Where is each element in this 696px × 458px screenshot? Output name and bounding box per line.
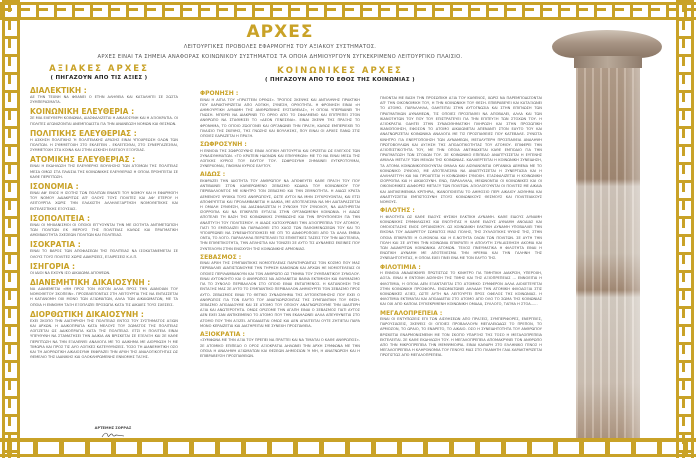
social-principles-heading: ΚΟΙΝΩΝΙΚΕΣ ΑΡΧΕΣ xyxy=(277,66,403,76)
section-aidos xyxy=(200,171,360,251)
section-body: Η ΑΣΚΗΣΗ ΠΟΛΙΤΙΚΗΣ Ή ΠΟΛΙΤΕΙΑΚΗΣ ΔΡΑΣΗΣ ΕΙΝΑΙ ΥΠΟΧΡΕΩΣΗ ΟΛΩΝ ΤΩΝ ΠΟΛΙΤΩΝ. Η ΣΥΜΜΕΤΟΧΗ ΣΤΟ ΕΚΛΕΓΕΙΝ - ΕΚΛΕΓΕΣΘΑΙ, ΣΤΟ ΣΥΝΕΡΓΑΖΕΣΘΑΙ, ΣΥΜΜΕΤΟΧΗ ΣΤΑ ΚΟΙΝΑ ΚΑΙ ΣΤΗΝ ΑΣΚΗΣΗ ΕΛΕΓΧΟΥ ΕΞΟΥΣΙΑΣ. xyxy=(30,137,178,153)
section-isigoria xyxy=(30,262,178,276)
section-body: ΕΙΝΑΙ ΑΦ' ΕΝΟΣ Η ΙΣΟΤΗΣ ΤΩΝ ΠΟΛΙΤΩΝ ΕΝΑΝΤΙ ΤΟΥ ΝΟΜΟΥ ΚΑΙ Η ΕΦΑΡΜΟΓΗ ΤΟΥ ΝΟΜΟΥ ΑΔΙΑΚΡΙΤΩΣ ΑΠ' ΟΛΟΥΣ ΤΟΥΣ ΠΟΛΙΤΕΣ ΚΑΙ ΑΦ' ΕΤΕΡΟΥ Η ΛΕΙΤΟΥΡΓΙΑ ΧΩΡΙΣ ΤΗΝ ΕΛΑΧΙΣΤΗ ΑΛΛΗΛΕΞΑΡΤΗΣΗ ΝΟΜΟΘΕΤΙΚΗΣ ΚΑΙ ΕΚΤΕΛΕΣΤΙΚΗΣ ΕΞΟΥΣΙΑΣ. xyxy=(30,191,178,211)
social-principles-left-column xyxy=(200,88,360,359)
section-body: Η ΕΝΝΟΙΑ ΑΝΑΔΕΙΚΝΥΕΙ ΠΡΩΤΙΣΤΩΣ ΤΟ ΚΙΝΗΤΡΟ ΓΙΑ ΤΙΜΗΤΙΚΗ ΔΙΑΚΡΙΣΗ, ΥΠΕΡΟΧΗ, ΔΟΞΑ. ΕΙΝΑΙ Η ΕΝΤΟΝΗ ΑΙΣΘΗΣΗ ΤΗΣ ΤΙΜΗΣ ΚΑΙ ΤΗΣ ΑΞΙΟΠΡΕΠΕΙΑΣ ... ΕΝΝΟΕΙΤΑΙ Η ΦΙΛΟΤΙΜΙΑ, Η ΟΠΟΙΑ ΔΕΝ ΕΞΑΝΤΛΕΙΤΑΙ ΣΤΟ ΑΤΟΜΙΚΟ ΣΥΜΦΕΡΟΝ ΑΛΛΑ ΔΙΟΧΕΤΕΥΕΤΑΙ ΣΤΗΝ ΚΟΙΝΩΝΙΚΗ ΠΡΟΣΦΟΡΑ. ΕΝΣΩΜΑΤΩΝΕΙ ΔΗΛΑΔΗ ΤΗΝ ΑΤΟΜΙΚΗ ΦΙΛΟΔΟΞΙΑ ΣΤΙΣ ΚΟΙΝΩΝΙΚΕΣ ΑΞΙΕΣ, ΩΣΤΕ ΑΥΤΗ ΝΑ ΛΕΙΤΟΥΡΓΕΙ ΠΡΟΣ ΟΦΕΛΟΣ ΤΗΣ ΚΟΙΝΩΝΙΑΣ. Η ΦΙΛΟΤΙΜΙΑ ΕΚΤΙΜΑΤΑΙ ΚΑΙ ΑΠΟΔΙΔΕΤΑΙ ΣΤΟ ΑΤΟΜΟ ΑΠΟ ΟΛΟ ΤΟ ΣΩΜΑ ΤΗΣ ΚΟΙΝΩΝΙΑΣ ΚΑΙ ΟΧΙ ΑΠΟ ΚΑΠΟΙΑ ΣΥΓΚΕΚΡΙΜΕΝΗ ΚΟΙΝΩΝΙΚΗ ΟΜΑΔΑ, ΣΥΛΛΟΓΟ, ΤΑΓΜΑ Η ΣΤΟΑ...... xyxy=(380,271,542,307)
section-body: ΕΙΝΑΙ Η ΑΙΤΙΑ ΤΟΥ «ΠΡΑΤΤΕΙΝ ΟΡΘΩΣ». ΤΡΟΠΟΣ ΣΚΕΨΗΣ ΚΑΙ ΑΝΤΙΛΗΨΗΣ ΠΡΑΚΤΙΚΗ ΠΟΥ ΧΑΡΑΚΤΗΡΙΖΕΤΑΙ ΑΠΟ ΛΟΓΙΚΗ, ΣΥΝΕΣΗ, ΟΡΘΟΤΗΤΑ. Η ΦΡΟΝΗΣΗ ΕΙΝΑΙ «Η ΔΗΜΙΟΥΡΓΙΚΗ ΔΥΝΑΜΗ ΤΗΣ ΑΝΘΡΩΠΙΝΗΣ ΕΥΣΤΑΘΕΙΑΣ», Η ΟΠΟΙΑ ΥΠΕΡΒΑΙΝΕΙ ΤΗ ΓΝΩΣΗ. ΜΠΟΡΕΙ ΝΑ ΔΙΑΚΡΙΝΕΙ ΤΟ ΟΡΘΟ ΑΠΟ ΤΟ ΣΦΑΛΜΕΝΟ ΚΑΙ ΕΠΙΤΡΕΠΕΙ ΣΤΟΝ ΑΝΘΡΩΠΟ ΝΑ ΣΤΑΘΜΙΣΕΙ ΤΟ «ΔΕΟΝ ΓΕΝΕΣΘΑΙ». ΕΙΝΑΙ ΣΚΕΨΗ ΤΗΣ ΠΡΑΞΗΣ ΤΟ ΦΡΟΝΗΜΑ, ΤΟ ΟΠΟΙΟ ΖΩΟΓΟΝΕΙ ΚΑΙ ΟΡΓΑΝΩΝΕΙ ΤΗΝ ΠΡΑΞΗ, ΚΑΘΩΣ ΕΜΠΕΡΙΕΧΕΙ ΤΟ ΠΛΑΙΣΙΟ ΤΗΣ ΣΚΕΨΗΣ, ΤΗΣ ΓΝΩΣΗΣ ΚΑΙ ΒΟΥΛΗΣΗΣ, ΠΟΥ ΕΙΝΑΙ ΟΙ ΑΡΧΕΣ ΠΑΝΩ ΣΤΙΣ ΟΠΟΙΕΣ ΕΔΡΑΖΕΤΑΙ Η ΠΡΑΞΗ. xyxy=(200,97,360,138)
section-axiokratia-continued xyxy=(380,96,542,205)
section-title: ΦΙΛΟΤΙΜΙΑ : xyxy=(380,263,421,271)
section-title: ΑΤΟΜΙΚΗΣ ΕΛΕΥΘΕΡΙΑΣ : xyxy=(30,155,136,165)
section-isokratia xyxy=(30,240,178,259)
signature-name: ΑΡΤΕΜΗΣ ΣΟΡΡΑΣ xyxy=(94,426,132,430)
section-title: ΦΙΛΟΤΗΣ : xyxy=(380,207,415,215)
greek-key-border-bottom xyxy=(0,436,696,458)
greek-key-border-right xyxy=(674,0,696,458)
section-body: Η ΦΙΛΟΤΗΤΑ ΩΣ ΚΑΘΕ ΕΙΔΟΥΣ ΦΥΣΙΚΗ ΕΛΚΤΙΚΗ ΔΥΝΑΜΗ. ΚΑΘΕ ΕΙΔΟΥΣ ΔΥΝΑΜΗ ΚΟΙΝΩΝΙΚΗΣ ΣΥΜΦΙΛΙΩΣΗΣ ΚΑΙ ΕΝΟΤΗΤΑΣ Η ΚΑΘΕ ΕΙΔΟΥΣ ΔΥΝΑΜΗ ΑΝΟΔΙΑΣ ΚΑΙ ΟΜΟΙΟΣΤΑΣΗΣ ΕΝΟΣ ΟΡΓΑΝΙΣΜΟΥ. ΩΣ ΚΟΙΝΩΝΙΚΗ ΕΛΚΤΙΚΗ ΔΥΝΑΜΗ ΥΠΟΒΑΛΛΕΙ ΤΗΝ ΕΙΚΟΝΑ ΤΟΥ ΑΔΙΑΙΡΕΤΟΥ ΣΩΜΑΤΟΣ ΜΙΑΣ ΠΟΛΗΣ, ΤΗΣ ΣΥΛΛΟΓΙΚΗΣ ΨΥΧΗΣ ΤΗΣ, ΣΤΗΝ ΟΠΟΙΑ ΕΠΙΚΡΑΤΕΙ Η Ο-ΜΟΝΟΙΑ ΚΑΙ Η Ε-ΝΟΤΗΤΑ ΟΛΩΝ ΤΩΝ ΠΟΛΙΤΩΝ. ΣΕ ΑΥΤΗ ΤΗΝ ΠΟΛΗ ΚΑΙ ΣΕ ΑΥΤΗΝ ΤΗΝ ΚΟΙΝΩΝΙΑ ΕΠΙΚΡΑΤΕΙ Η ΑΠΟΛΥΤΗ ΣΥΝ-ΑΙΣΘΗΣΗ ΑΚΟΜΑ ΚΑΙ ΤΩΝ ΑΔΙΑΚΡΙΤΩΝ ΚΟΙΝΩΝΙΚΑ ΑΤΟΜΩΝ. ΤΕΛΟΣ ΠΝΕΥΜΑΤΙΚΑ Η ΦΙΛΟΤΗΤΑ ΕΙΝΑΙ Η ΕΝΩΤΙΚΗ ΔΥΝΑΜΗ ΜΕ ΑΠΟΤΕΛΕΣΜΑ ΤΗΝ ΗΡΕΜΙΑ ΚΑΙ ΤΗΝ ΓΑΛΗΝΗ ΤΗΣ ΣΥΝΕΙΔΗΤΟΤΗΤΑΣ, Η ΟΠΟΙΑ ΕΧΕΙ ΓΙΝΕΙ ΕΝΑ ΜΕ ΤΟΝ ΕΑΥΤΟ ΤΗΣ. xyxy=(380,214,542,261)
value-principles-subheading: ( ΠΗΓΑΖΟΥΝ ΑΠΟ ΤΙΣ ΑΞΙΕΣ ) xyxy=(50,75,148,81)
section-dialektiki xyxy=(30,86,178,105)
section-body: ΕΙΝΑΙ Η ΕΚΔΗΛΩΣΗ ΤΗΣ ΕΛΕΥΘΕΡΗΣ ΒΟΥΛΗΣΗΣ ΤΩΝ ΑΤΟΜΩΝ ΤΗΣ ΠΟΛΙΤΕΙΑΣ ΜΕΣΑ ΟΜΩΣ ΣΤΑ ΠΛΑΙΣΙΑ ΤΗΣ ΚΟΙΝΩΝΙΚΗΣ ΕΛΕΥΘΕΡΙΑΣ Η ΟΠΟΙΑ ΠΡΟΗΓΕΙΤΑΙ ΣΕ ΚΑΘΕ ΠΕΡΙΠΤΩΣΗ. xyxy=(30,164,178,179)
section-isonomia xyxy=(30,182,178,212)
section-sofrosyni xyxy=(200,141,360,169)
greek-key-border-left xyxy=(0,0,22,458)
section-title: ΔΙΑΝΕΜΗΤΙΚΗ ΔΙΚΑΙΟΣΥΝΗ : xyxy=(30,278,151,288)
section-filotimia xyxy=(380,264,542,308)
section-body: ΕΙΝΑΙ ΤΟ ΒΑΡΟΣ ΤΩΝ ΑΠΟΦΑΣΕΩΝ ΤΗΣ ΠΟΛΙΤΕΙΑΣ ΝΑ ΙΣΟΚΑΤΑΝΕΜΕΤΑΙ ΣΕ ΟΛΟΥΣ ΤΟΥΣ ΠΟΛΙΤΕΣ ΧΩΡΙΣ ΔΙΑΚΡΙΣΕΙΣ, ΕΞΑΙΡΕΣΕΙΣ Κ.Λ.Π. xyxy=(30,249,178,259)
section-politikis-eleftherias xyxy=(30,129,178,154)
section-title: ΙΣΟΝΟΜΙΑ : xyxy=(30,182,79,192)
greek-key-border-top xyxy=(0,0,696,22)
section-sevasmos xyxy=(200,254,360,329)
social-principles-subheading: ( ΠΗΓΑΖΟΥΝ ΑΠΟ ΤΟ ΕΘΟΣ ΤΗΣ ΚΟΙΝΩΝΙΑΣ ) xyxy=(265,77,415,83)
section-megaloprepeia xyxy=(380,310,542,359)
section-title: ΦΡΟΝΗΣΗ : xyxy=(200,90,239,97)
section-body: ΕΙΝΑΙ ΟΙ ΜΗΧΑΝΙΣΜΟΙ ΟΙ ΟΠΟΙΟΙ ΕΓΓΥΟΥΝΤΑΙ ΤΗΝ ΜΕ ΙΣΟΤΗΤΑ ΑΝΤΙΜΕΤΩΠΙΣΗ ΤΩΝ ΠΟΛΙΤΩΝ ΕΚ ΜΕΡΟΥΣ ΤΗΣ ΠΟΛΙΤΕΙΑΣ ΚΑΘΩΣ ΚΑΙ ΠΡΑΓΜΑΤΙΚΗ ΑΜΟΙΒΑΙΟΤΗΤΑ ΣΧΕΣΕΩΝ ΠΟΛΙΤΩΝ ΚΑΙ ΠΟΛΙΤΕΙΑΣ. xyxy=(30,222,178,238)
section-filotis xyxy=(380,207,542,261)
column-capital xyxy=(552,30,662,58)
section-title: ΠΟΛΙΤΙΚΗΣ ΕΛΕΥΘΕΡΙΑΣ : xyxy=(30,128,137,138)
section-body: ΔΕ ΤΗΝ ΤΕΧΝΗ ΝΑ ΦΘΑΝΕΙ Ο ΕΤΗΝ ΑΛΗΘΕΙΑ ΚΑΙ ΚΑΤΑΛΗΓΕΙ ΣΕ ΣΩΣΤΑ ΣΥΜΠΕΡΑΣΜΑΤΑ. xyxy=(30,95,178,105)
section-dianemitiki-dikaiosyni xyxy=(30,278,178,308)
page-title: ΑΡΧΕΣ xyxy=(246,22,314,42)
section-title: ΣΕΒΑΣΜΟΣ : xyxy=(200,253,242,261)
column-shaft xyxy=(576,68,640,438)
signature-scribble-icon xyxy=(100,431,126,439)
section-title: ΜΕΓΑΛΟΠΡΕΠΕΙΑ : xyxy=(380,309,443,317)
section-title: ΑΞΙΟΚΡΑΤΙΑ : xyxy=(200,330,245,338)
section-body: ΟΙ ΙΔΙΟΙ ΝΑ ΕΧΟΥΝ ΙΣΟ ΔΙΚΑΙΩΜΑ ΑΠΟΨΕΩΝ. xyxy=(30,270,111,275)
section-body: ΕΚΦΡΑΖΕΙ ΤΗΝ ΙΔΙΟΤΗΤΑ ΤΟΥ ΑΝΘΡΩΠΟΥ ΝΑ ΑΠΟΦΕΥΓΕΙ ΚΑΘΕ ΠΡΑΞΗ ΤΟΥ ΠΟΥ ΑΝΤΙΒΑΙΝΕΙ ΣΤΟΝ ΚΑΘΙΕΡΩΜΕΝΟ ΣΕΒΑΣΜΟ ΚΩΔΙΚΑ ΤΟΥ ΚΟΙΝΩΝΙΚΟΥ ΤΟΥ ΠΕΡΙΒΑΛΛΟΝΤΟΣ ΜΕ ΚΙΝΗΤΡΟ ΤΟΝ ΣΕΒΑΣΜΟ ΚΑΙ ΤΗΝ ΣΕΜΝΟΤΗΤΑ. Η ΑΙΔΩΣ ΚΡΑΤΑ ΔΕΜΕΝΟΥΣ ΨΥΧΙΚΑ ΤΟΥΣ ΑΝΘΡΩΠΟΥΣ, ΩΣΤΕ ΑΥΤΟΙ ΝΑ ΜΗΝ ΣΥΓΚΡΟΥΟΝΤΑΙ, ΚΑΙ ΕΤΣΙ ΑΠΟΦΕΥΓΕΤΑΙ ΚΑΙ ΠΡΟΛΑΜΒΑΝΕΤΑΙ Η ΑΔΙΚΙΑ, ΜΕ ΑΠΟΤΕΛΕΣΜΑ ΝΑ ΜΗ ΔΙΑΤΑΡΑΣΣΕΤΑΙ Η ΟΜΑΛΗ ΣΥΝΘΕΣΗ, ΝΑ ΔΙΑΣΦΑΛΙΖΕΤΑΙ Η ΣΥΝΟΧΗ ΤΟΥ ΣΥΝΟΛΟΥ, ΝΑ ΔΙΑΤΗΡΕΙΤΑΙ ΙΣΟΡΡΟΠΙΑ ΚΑΙ ΝΑ ΕΠΙΚΡΑΤΕΙ ΕΥΤΑΞΙΑ ΣΤΗΝ ΟΡΓΑΝΩΜΕΝΗ ΚΟΙΝΩΝΙΑ. Η ΑΙΔΩΣ ΑΠΟΤΕΛΕΙ ΤΗ ΒΑΣΗ ΤΗΣ ΚΟΙΝΩΝΙΚΗΣ ΣΥΜΒΙΩΣΗΣ ΚΑΙ ΤΗΝ ΠΡΟΥΠΟΘΕΣΗ ΓΙΑ ΤΗΝ ΑΝΑΠΤΥΞΗ ΤΟΥ ΠΟΛΙΤΙΣΜΟΥ. Η ΑΙΔΩΣ ΚΑΤΟΧΥΡΩΝΕΙ ΤΗΝ ΑΞΙΟΠΡΕΠΕΙΑ ΤΟΥ ΑΤΟΜΟΥ, ΓΙΑΤΙ ΤΟ ΕΜΠΟΔΙΖΕΙ ΝΑ ΠΑΡΑΔΟΘΕΙ ΣΤΟ ΧΑΟΣ ΤΩΝ ΠΑΘΟΜΕΝΩΣΕΩΝ ΤΟΥ ΚΑΙ ΤΟ ΥΠΟΧΡΕΩΝΕΙ ΝΑ ΣΥΝΕΙΔΗΤΟΠΟΙΗΣΕΙ ΜΕ ΟΤΙ ΤΟ ΔΙΑΦΟΡΟΠΟΙΕΙ ΑΠΟ ΤΑ ΑΛΛΑ ΕΜΒΙΑ ΟΝΤΑ, ΤΟ ΛΟΓΟ. ΠΑΡΑΛΛΗΛΑ ΠΕΡΙΣΤΕΛΛΕΙ ΤΙΣ ΕΠΙΘΕΤΙΚΕΣ ΤΑΣΕΙΣ ΤΟΥ ΤΗΝ ΙΔΙΟΤΕΛΕΙΑ, ΤΗΝ ΕΠΙΘΕΤΙΚΟΤΗΤΑ, ΤΗΝ ΑΠΛΗΣΤΙΑ ΚΑΙ ΤΟΝΙΖΕΙ ΣΕ ΑΥΤΟ ΤΙΣ ΔΥΝΑΜΕΙΣ ΕΚΕΙΝΕΣ ΠΟΥ ΣΥΝΤΕΛΟΥΝ ΣΤΗΝ ΕΝΙΣΧΥΣΗ ΤΗΣ ΚΟΙΝΩΝΙΚΗΣ ΑΡΜΟΝΙΑΣ. xyxy=(200,178,360,251)
section-body: ΕΧΕΙ ΣΚΟΠΟ ΤΗΝ ΔΙΑΤΗΡΗΣΗ ΤΗΣ ΠΟΛΙΤΕΙΑΣ ΕΝΤΟΣ ΤΟΥ ΣΥΣΤΗΜΑΤΟΣ ΑΞΙΩΝ ΚΑΙ ΑΡΧΩΝ. Η ΑΔΙΚΟΠΡΑΓΙΑ ΚΑΤΑ ΜΕΛΟΥΣ ΤΟΥ ΣΩΜΑΤΟΣ ΤΗΣ ΠΟΛΙΤΕΙΑΣ ΛΟΓΙΖΕΤΑΙ ΩΣ ΑΔΙΚΟΠΡΑΓΙΑ ΚΑΤΑ ΤΗΣ ΠΟΛΙΤΕΙΑΣ. ΕΤΣΙ Η ΠΟΛΙΤΕΙΑ ΕΙΝΑΙ ΥΠΕΥΘΥΝΗ ΝΑ ΣΤΑΜΑΤΗΣΕΙ ΤΗΝ ΑΔΙΚΙΑ ΑΝ ΒΡΙΣΚΕΤΑΙ ΣΕ ΕΞΕΛΙΞΗ ΚΑΙ ΣΕ ΚΑΘΕ ΠΕΡΙΠΤΩΣΗ ΝΑ ΤΗΝ ΕΞΑΛΕΙΨΕΙ ΑΝΑΛΟΓΑ ΜΕ ΤΟ ΑΔΙΚΗΜΑ ΜΕ ΔΙΟΡΘΩΣΗ Ή ΜΕ ΤΙΜΩΡΙΑ ΚΑΙ ΠΡΟΣ ΤΙΣ ΔΥΟ ΛΟΓΙΚΕΣ ΚΑΤΕΥΘΥΝΣΕΙΣ. ΤΟΣΟ ΤΗ ΔΙΑΝΕΜΗΤΙΚΗ ΟΣΟ ΚΑΙ ΤΗ ΔΙΟΡΘΩΤΙΚΗ ΔΙΚΑΙΟΣΥΝΗ ΕΚΦΡΑΖΕΙ ΤΗΝ ΑΡΧΗ ΤΗΣ ΑΝΑΛΟΓΙΚΟΤΗΤΑΣ ΩΣ ΘΕΜΕΛΙΟ ΤΗΣ ΙΔΑΝΙΚΗΣ ΚΑΙ ΟΛΟΚΛΗΡΩΜΕΝΗΣ ΕΝΝΟΜΗΣ ΤΑΞΗΣ. xyxy=(30,318,178,360)
section-koinoniki-eleftheria xyxy=(30,107,178,126)
section-title: ΙΣΟΠΟΛΙΤΕΙΑ : xyxy=(30,213,90,223)
section-axiokratia xyxy=(200,331,360,359)
section-body: Η ΕΝΝΟΙΑ ΤΗΣ ΣΩΦΡΟΣΥΝΗΣ ΕΙΝΑΙ ΛΟΓΙΚΗ ΛΕΙΤΟΥΡΓΙΑ ΚΑΙ ΟΡΙΖΕΤΑΙ ΩΣ ΕΛΕΓΧΟΣ ΤΩΝ ΣΥΝΑΙΣΘΗΜΑΤΩΝ. «ΤΟ ΚΡΑΤΕΙΝ ΗΔΟΝΩΝ ΚΑΙ ΕΠΙΘΥΜΙΩΝ» ΜΕ ΤΟ ΝΑ ΕΙΝΑΙ ΜΕΣΑ ΤΗΣ ΛΟΓΙΚΗΣ ΚΥΡΙΟΣ ΤΟΥ ΕΑΥΤΟΥ ΤΟΥ. ΣΩΦΡΟΣΥΝΗ ΣΗΜΑΙΝΕΙ ΕΥΓΚΡΟΤΟΥΜΑΙ, ΣΥΝΕΡΧΟΜΑΙ, ΓΙΝΟΜΑΙ ΚΥΡΙΟΣ ΕΑΥΤΟΥ. xyxy=(200,148,360,169)
value-principles-heading: ΑΞΙΑΚΕΣ ΑΡΧΕΣ xyxy=(49,64,149,74)
section-title: ΔΙΑΛΕΚΤΙΚΗ : xyxy=(30,86,87,95)
section-body: ΓΙΝΟΝΤΑΙ ΜΕ ΒΑΣΗ ΤΗΝ ΠΡΟΣΩΠΙΚΗ ΑΞΙΑ ΤΟΥ ΚΑΘΕΝΟΣ, ΧΩΡΙΣ ΝΑ ΠΑΡΕΜΠΟΔΙΖΟΝΤΑΙ ΑΠ' ΤΗΝ ΟΙΚΟΝΟΜΙΚΗ ΤΟΥ, Η ΤΗΝ ΚΟΙΝΩΝΙΚΗ ΤΟΥ ΘΕΣΗ. ΕΠΙΒΡΑΒΕΥΕΙ ΚΑΙ ΚΑΤΑΞΙΩΝΕΙ ΤΟ ΑΤΟΜΟ. ΠΑΡΑΛΛΗΛΑ, ΟΔΗΓΕΙΤΑΙ ΣΤΗΝ ΑΥΤΟΓΝΩΣΙΑ ΚΑΙ ΣΤΗΝ ΕΠΙΓΝΩΣΗ ΤΩΝ ΠΡΑΓΜΑΤΙΚΩΝ ΔΥΝΑΜΕΩΝ, ΤΙΣ ΟΠΟΙΕΣ ΠΡΟΣΠΑΘΕΙ ΝΑ ΑΠΟΒΑΛΕΙ, ΑΛΛΑ ΚΑΙ ΤΩΝ ΙΚΑΝΟΤΗΤΩΝ ΤΟΥ ΠΟΥ ΤΟΥ ΕΠΙΣΤΡΑΤΕΥΕΙ ΓΙΑ ΤΗΝ ΕΠΙΤΕΥΞΗ ΤΩΝ ΣΤΟΧΩΝ ΤΟΥ. Η ΑΞΙΟΚΡΑΤΙΑ ΟΔΗΓΕΙ ΣΤΗΝ ΣΥΝΑΙΣΘΗΜΑΤΙΚΗ ΠΛΗΡΩΣΗ ΚΑΙ ΣΤΗΝ ΠΡΟΣΩΠΙΚΗ ΙΚΑΝΟΠΟΙΗΣΗ, ΕΦΟΣΟΝ ΤΟ ΑΤΟΜΟ ΔΙΚΑΙΩΝΕΤΑΙ ΑΠΕΝΑΝΤΙ ΣΤΟΝ ΕΑΥΤΟ ΤΟΥ ΚΑΙ ΑΝΑΓΝΩΡΙΖΕΤΑΙ ΚΟΙΝΩΝΙΚΑ ΑΝΑΛΟΓΑ ΜΕ ΤΙΣ ΠΡΟΣΠΑΘΕΙΕΣ ΠΟΥ ΚΑΤΕΒΑΛΕ. ΣΥΝΙΣΤΑ ΚΙΝΗΤΡΟ ΓΙΑ ΕΝΕΡΓΟΠΟΙΗΣΗ ΤΩΝ ΔΥΝΑΜΕΩΝ, ΜΕΓΑΛΥΤΕΡΗ ΠΡΟΣΠΑΘΕΙΑ ΑΝΑΛΗΨΗ ΠΡΩΤΟΒΟΥΛΙΩΝ ΚΑΙ ΑΥΞΗΣΗ ΤΗΣ ΑΠΟΔΟΤΙΚΟΤΗΤΑΣ ΤΟΥ ΑΤΟΜΟΥ. ΕΠΙΦΕΡΕΙ ΤΗΝ ΑΞΙΟΠΙΣΤΙΚΟΤΗΤΑ ΤΟΥ, ΜΕ ΤΗΝ ΟΠΟΙΑ ΑΝΤΙΜΑΧΕΤΑΙ ΚΑΘΕ ΕΜΠΟΔΙΟ ΓΙΑ ΤΗΝ ΠΡΑΓΜΑΤΩΣΗ ΤΩΝ ΣΤΟΧΩΝ ΤΟΥ. ΣΕ ΚΟΙΝΩΝΙΚΟ ΕΠΙΠΕΔΟ ΑΝΑΠΤΥΣΣΕΤΑΙ Η ΕΥΓΕΝΗΣ ΑΜΙΛΛΑ ΜΕΤΑΞΥ ΤΩΝ ΜΕΛΩΝ ΤΗΣ ΚΟΙΝΩΝΙΑΣ. ΚΑΛΛΙΕΡΓΕΙΤΑΙ Η ΚΟΙΝΩΝΙΚΗ ΣΥΝΕΙΔΗΣΗ, ΤΑ ΑΤΟΜΑ ΚΟΙΝΩΝΙΚΟΠΟΙΟΥΝΤΑΙ ΟΜΑΛΑ ΚΑΙ ΑΙΣΘΑΝΟΝΤΑΙ ΟΡΓΑΝΙΚΑ ΔΕΜΕΝΑ ΜΕ ΤΟ ΚΟΙΝΩΝΙΚΟ ΣΥΝΟΛΟ, ΜΕ ΑΠΟΤΕΛΕΣΜΑ ΝΑ ΑΝΑΠΤΥΣΣΕΤΑΙ Η ΣΥΝΕΡΓΑΣΙΑ ΚΑΙ Η ΑΛΛΗΛΕΓΓΥΗ ΚΑΙ ΝΑ ΠΡΟΑΓΕΤΑΙ Η ΚΟΙΝΩΝΙΚΗ ΣΥΝΟΧΗ. ΕΞΑΣΦΑΛΙΖΕΤΑΙ Η ΚΟΙΝΩΝΙΚΗ ΙΣΟΡΡΟΠΙΑ ΚΑΙ Η ΔΙΚΑΙΟΣΥΝΗ. ΕΝΩ, ΠΑΡΑΛΛΗΛΑ, ΜΕΙΩΝΟΝΤΑΙ ΟΙ ΚΟΙΝΩΝΙΚΕΣ ΚΑΙ ΟΙ ΟΙΚΟΝΟΜΙΚΕΣ ΔΙΑΦΟΡΕΣ ΜΕΤΑΞΥ ΤΩΝ ΠΟΛΙΤΩΝ. ΑΞΙΟΛΟΓΟΥΝΤΑΙ ΟΙ ΠΟΛΙΤΕΣ ΜΕ ΔΙΚΑΙΑ ΚΑΙ ΑΝΤΙΚΕΙΜΕΝΙΚΑ ΚΡΙΤΗΡΙΑ, ΙΚΑΝΟΠΟΙΕΙΤΑΙ ΤΟ ΔΗΜΟΣΙΟ ΠΕΡΙ ΔΙΚΑΙΟΥ ΑΙΣΘΗΜΑ ΚΑΙ ΑΝΑΠΤΥΣΣΕΤΑΙ ΕΜΠΙΣΤΟΣΥΝΗ ΣΤΟΥΣ ΚΟΙΝΩΝΙΚΟΥΣ ΘΕΣΜΟΥΣ ΚΑΙ ΠΟΛΙΤΕΙΑΚΟΥΣ ΝΟΜΟΥΣ. xyxy=(380,96,542,205)
column-necking xyxy=(574,56,642,68)
section-title: ΣΩΦΡΟΣΥΝΗ : xyxy=(200,141,247,149)
page-subtitle-2: ΑΡΧΕΣ ΕΙΝΑΙ ΤΑ ΣΗΜΕΙΑ ΑΝΑΦΟΡΑΣ ΚΟΙΝΩΝΙΚΟΥ ΣΥΣΤΗΜΑΤΟΣ ΤΑ ΟΠΟΙΑ ΔΗΜΙΟΥΡΓΟΥΝ ΣΥΓΚΕΚΡΙΜΕΝΟ ΛΕΙΤΟΥΡΓΙΚΟ ΠΛΑΙΣΙΟ. xyxy=(97,54,463,60)
section-body: ΣΕ ΜΙΑ ΕΛΕΥΘΕΡΗ ΚΟΙΝΩΝΙΑ, ΔΙΑΣΦΑΛΙΖΕΤΑΙ Η ΔΙΚΑΙΟΣΥΝΗ ΚΑΙ Η ΑΞΙΟΚΡΑΤΙΑ. ΟΙ ΠΟΛΙΤΕΣ ΑΓΩΝΙΖΟΝΤΑΙ ΑΝΕΜΠΟΔΙΣΤΑ ΓΙΑ ΤΗΝ ΑΝΑΝΕΩΣΗ ΝΟΜΩΝ ΚΑΙ ΘΕΣΜΩΝ. xyxy=(30,116,178,126)
section-isopoliteia xyxy=(30,214,178,239)
social-principles-right-column xyxy=(380,96,542,359)
value-principles-column xyxy=(30,84,178,361)
doric-column-image xyxy=(552,30,662,438)
section-atomikis-eleftherias xyxy=(30,155,178,180)
section-diorthotiki-dikaiosyni xyxy=(30,310,178,361)
page-subtitle-1: ΛΕΙΤΟΥΡΓΙΚΕΣ ΠΡΟΒΟΛΕΣ ΕΦΑΡΜΟΓΗΣ ΤΟΥ ΑΞΙΑΚΟΥ ΣΥΣΤΗΜΑΤΟΣ. xyxy=(183,44,377,50)
section-title: ΙΣΟΚΡΑΤΙΑ : xyxy=(30,240,81,250)
section-title: ΑΙΔΩΣ : xyxy=(200,171,226,179)
section-title: ΙΣΗΓΟΡΙΑ : xyxy=(30,261,76,271)
section-body: ΕΙΝΑΙ ΟΙ ΕΝΤΥΠΩΣΕΙΣ ΕΠΙ ΤΩΝ ΑΙΣΘΗΣΕΩΝ ΑΠΟ ΠΡΑΞΕΙΣ, ΣΥΜΠΕΡΙΦΟΡΕΣ, ΕΝΕΡΓΕΙΕΣ, ΠΑΡΟΥΣΙΑΣΕΙΣ, ΣΚΕΨΕΙΣ ΟΙ ΟΠΟΙΕΣ ΠΡΟΒΑΛΛΟΥΝ ΜΕΓΑΛΕΙΩΔΩΣ ΤΟ ΠΡΕΠΟΝ, ΤΟ ΑΡΜΟΖΟΝ, ΤΟ ΩΡΑΙΟ, ΤΟ ΕΝΑΡΕΤΟ, ΤΟ ΔΙΚΑΙΟ. ΟΣΟ Η ΣΥΝΕΙΔΗΤΟΤΗΤΑ ΤΟΥ ΑΝΘΡΩΠΟΥ ΒΡΙΣΚΕΤΑΙ ΕΝΑΡΜΟΝΙΣΜΕΝΗ ΜΕ ΤΟΝ ΣΚΟΠΟ ΥΠΑΡΞΗΣ ΤΗΣ ΤΟΣΟ Η ΜΕΓΑΛΟΠΡΕΠΕΙΑ ΕΚΤΕΛΕΙΤΑΙ. ΣΕ ΚΑΘΕ ΕΚΔΗΛΩΣΗ ΤΟΥ. Η ΜΕΓΑΛΟΠΡΕΠΕΙΑ ΑΠΟΜΑΚΡΥΝΕΙ ΤΟΝ ΑΝΘΡΩΠΟ ΑΠΟ ΤΗΝ ΜΙΚΡΟΠΡΕΠΕΙΑ ΤΗΝ ΜΕΜΨΙΜΟΙΡΙΑ. ΕΙΝΑΙ ΚΑΘΑΡΗ ΣΤΟ ΕΛΛΗΝΙΚΟ ΓΕΝΟΣ Η ΜΕΓΑΛΟΠΡΕΠΕΙΑ Η ΚΛΗΡΟΝΟΜΙΑ ΤΟΥ ΓΕΝΟΥΣ ΜΑΣ ΣΤΟ ΠΛΑΝΗΤΗ ΓΑΙΑ ΧΑΡΑΚΤΗΡΙΖΕΤΑΙ ΠΡΩΤΙΣΤΩΣ ΑΠΟ ΜΕΓΑΛΟΠΡΕΠΕΙΑ. xyxy=(380,317,542,358)
section-body: ΝΑ ΔΙΑΝΕΜΕΤΑΙ «ΜΗ ΠΡΟΣ ΤΟΝ ΛΟΓΟΝ ΑΛΛΑ ΠΡΟΣ ΤΗΝ ΔΙΑΝΟΙΑΝ ΤΟΥ ΝΟΜΟΘΕΤΟΥ ΣΚΟΠΕΙΝ». ΠΡΟΣΒΛΕΠΟΝΤΑΣ ΣΤΗ ΛΕΙΤΟΥΡΓΙΑ ΤΗΣ ΝΑ ΕΝΤΑΣΣΕΤΑΙ Η ΚΑΤΑΝΟΜΗ ΟΧΙ ΜΟΝΟ ΤΩΝ ΑΞΙΩΜΑΤΩΝ, ΑΛΛΑ ΤΩΝ ΔΙΚΑΙΩΜΑΤΩΝ, ΜΕ ΤΑ ΟΠΟΙΑ Η ΕΝΝΟΜΗ ΤΑΞΗ ΕΞΟΠΛΙΖΕΙ ΠΡΟΣΩΠΑ ΚΑΤΑ ΤΙΣ ΔΙΚΑΙΕΣ ΤΟΥΣ ΣΧΕΣΕΙΣ. xyxy=(30,287,178,307)
section-title: ΚΟΙΝΩΝΙΚΗ ΕΛΕΥΘΕΡΙΑ : xyxy=(30,107,135,117)
section-body: ΕΙΝΑΙ ΑΡΧΗ ΤΗΣ ΣΥΜΠΑΝΤΙΚΗΣ ΝΟΜΟΤΕΛΕΙΑΣ ΠΑΡΑΤΗΡΩΝΤΑΣ ΤΟΝ ΚΟΣΜΟ ΠΟΥ ΜΑΣ ΠΕΡΙΒΑΛΛΕΙ ΔΙΑΠΙΣΤΩΝΟΥΜΕ ΤΗΝ ΤΗΡΗΣΗ ΚΑΝΟΝΩΝ ΚΑΙ ΑΡΧΩΝ ΗΕ ΝΟΜΟΤΕΛΕΙΑΣ ΟΙ ΟΠΟΙΕΣ ΠΕΡΙΛΑΜΒΑΝΟΥΝ ΚΑΙ ΤΟΝ ΑΝΘΡΩΠΟ ΩΣ ΤΜΗΜΑ ΤΟΥ ΣΥΜΠΑΝΤΙΚΟΥ ΣΥΝΟΛΟΥ. ΕΙΝΑΙ ΑΥΤΟΝΟΗΤΟ ΚΑΙ Ο ΑΝΘΡΩΠΟΣ ΝΑ ΑΙΣΘΑΝΕΤΑΙ ΒΑΘΙΑ ΕΚΤΙΜΗΣΗ ΚΑΙ ΘΑΥΜΑΣΜΟ ΓΙΑ ΤΟ ΣΥΝΟΛΟ ΠΕΡΙΒΑΛΛΟΝ ΣΤΟ ΟΠΟΙΟ ΕΙΝΑΙ ΕΝΤΑΓΜΕΝΟΣ. Η ΚΑΤΑΝΟΗΣΗ ΤΗΣ ΕΝΤΑΞΗΣ ΜΑΣ ΣΕ ΑΥΤΟ ΤΟ ΣΥΜΠΑΝΤΙΚΟ ΠΕΡΙΒΑΛΛΟΝ ΔΗΜΙΟΥΡΓΕΙ ΤΟΝ ΣΕΒΑΣΜΟ ΠΡΟΣ ΑΥΤΟ. ΣΕΒΑΣΜΟΣ ΕΙΝΑΙ ΤΟ ΘΕΤΙΚΟ ΣΥΝΑΙΣΘΗΜΑ ΤΗΣ ΑΥΤΟΕΚΤΙΜΗΣΗΣ ΠΟΥ ΕΧΕΙ Ο ΑΝΘΡΩΠΟΣ ΓΙΑ ΤΟΝ ΕΑΥΤΟ ΤΟΥ ΑΝΑΓΝΩΡΙΖΟΝΤΑΣ ΤΗΣ ΣΥΜΠΑΝΤΙΚΗ ΤΟΥ ΘΕΣΗ. ΣΕΒΑΣΜΟ ΑΠΟΔΙΔΟΥΜΕ ΚΑΙ ΣΕ ΑΤΟΜΟ ΤΟΥ ΟΠΟΙΟΥ ΑΝΑΓΝΩΡΙΖΟΥΜΕ ΤΗΝ ΙΔΙΑΙΤΕΡΗ ΑΞΙΑ ΚΑΙ ΑΝΩΤΕΡΟΤΗΤΑ. ΟΜΩΣ ΟΡΙΖΟΜΕ ΤΗΝ ΑΓΑΠΗ ΕΙΝΑΙ Ο ΣΕΒΑΣΜΟΣ ΓΙΑΤΙ ΑΥΤΟΣ ΔΕΝ ΕΧΕΙ ΣΑΝ ΑΝΤΙΚΕΙΜΕΝΟ ΤΟ ΑΤΟΜΟ ΠΟΥ ΤΗΝ ΕΚΔΗΛΩΝΕΙ ΑΛΛΑ ΑΠΕΥΘΥΝΕΤΑΙ ΣΤΟ ΑΤΟΜΟ ΠΟΥ ΤΗΝ ΑΞΙΖΕΙ. ΑΠΟΔΙΔΕΤΑΙ ΟΜΩΣ ΚΑΙ ΔΕΝ ΑΠΑΙΤΕΙΤΑΙ ΟΥΤΕ ΖΗΤΙΕΤΑΙ ΠΑΡΑ ΜΟΝΟ ΚΕΡΔΙΖΕΤΑΙ ΚΑΙ ΔΙΑΤΗΡΕΙΤΑΙ ΜΕ ΣΥΝΕΧΗ ΠΡΟΣΠΑΘΕΙΑ. xyxy=(200,261,360,328)
section-body: «ΣΥΜΦΩΝΑ ΜΕ ΤΗΝ ΑΞΙΑ ΤΟΥ ΠΡΕΠΕΙ ΝΑ ΠΡΑΤΤΕΙ ΚΑΙ ΝΑ ΤΙΜΑΤΑΙ Ο ΚΑΘΕ ΑΝΘΡΩΠΟΣ». ΣΕ ΑΤΟΜΙΚΟ ΕΠΙΠΕΔΟ Ο ΟΡΟΣ ΑΞΙΟΚΡΑΤΙΑ ΔΗΛΩΝΕΙ ΤΗΝ ΑΡΧΗ ΣΥΜΦΩΝΑ ΜΕ ΤΗΝ ΟΠΟΙΑ Η ΑΝΑΛΗΨΗ ΑΞΙΩΜΑΤΩΝ ΚΑΙ ΘΕΣΕΩΝ ΔΗΜΟΣΙΩΝ Ή ΜΗ, Η ΑΝΑΓΝΩΡΙΣΗ ΚΑΙ Η ΕΠΙΒΡΑΒΕΥΣΗ ΠΡΟΣΠΑΘΕΙΩΝ. xyxy=(200,338,360,359)
section-fronisi xyxy=(200,90,360,139)
section-title: ΔΙΟΡΘΩΤΙΚΗ ΔΙΚΑΙΟΣΥΝΗ : xyxy=(30,309,144,319)
